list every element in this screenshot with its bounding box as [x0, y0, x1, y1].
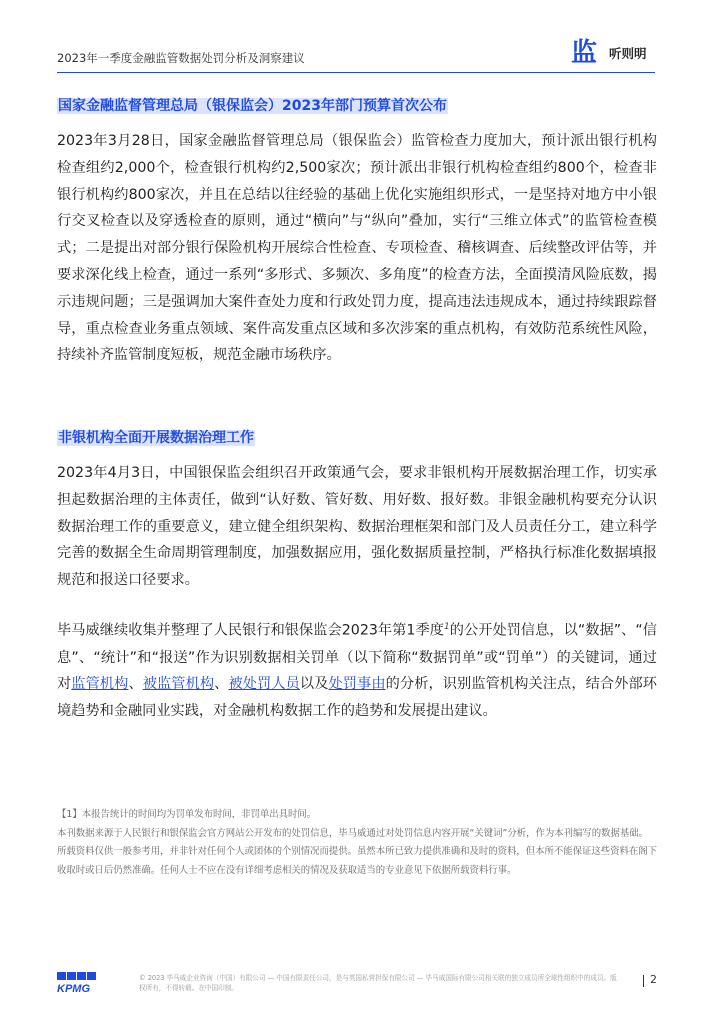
- link-penalized-persons[interactable]: 被处罚人员: [228, 676, 300, 693]
- footnotes: [57, 806, 657, 880]
- page-number: 2: [650, 973, 657, 986]
- section-heading-data-governance: 非银机构全面开展数据治理工作: [58, 430, 254, 446]
- section-heading-budget: 国家金融监督管理总局（银保监会）2023年部门预算首次公布: [58, 98, 447, 114]
- brand-logo-icon: 监: [570, 38, 597, 68]
- summary-paragraph: 毕马威继续收集并整理了人民银行和银保监会2023年第1季度$^1$的公开处罚信息，以“数据”、“信息”、“统计”和“报送”作为识别数据相关罚单（以下简称“数据罚单”或“罚单”）的关键词，通过对监管机构、被监管机构、被处罚人员以及处罚事由的分析，识别监管机构关注点，结合外部环境趋势和金融同业实践，对金融机构数据工作的趋势和发展提出建议。: [57, 622, 657, 720]
- header-divider: [57, 72, 655, 73]
- svg-text:KPMG: KPMG: [57, 983, 90, 994]
- brand: [565, 38, 647, 68]
- link-regulators[interactable]: 监管机构: [71, 676, 129, 693]
- kpmg-logo-icon: [57, 972, 105, 994]
- brand-name: 听则明: [609, 46, 647, 61]
- footnote-data-source: 本刊数据来源于人民银行和银保监会官方网站公开发布的处罚信息，毕马威通过对处罚信息内容开展“关键词”分析，作为本刊编写的数据基础。: [57, 827, 648, 839]
- footnote-disclaimer: 所载资料仅供一般参考用，并非针对任何个人或团体的个别情况而提供。虽然本所已致力提供准确和及时的资料，但本所不能保证这些资料在阁下收取时或日后仍然准确。任何人士不应在没有详细考虑相关的情况及获取适当的专业意见下依据所载资料行事。: [57, 846, 658, 876]
- footnote-marker: 1: [443, 622, 450, 632]
- link-regulated-institutions[interactable]: 被监管机构: [142, 676, 215, 693]
- footnote-1: 【1】本报告统计的时间均为罚单发布时间，非罚单出具时间。: [57, 809, 317, 820]
- document-title: 2023年一季度金融监管数据处罚分析及洞察建议: [57, 51, 305, 65]
- section-paragraph-data-governance: 2023年4月3日，中国银保监会组织召开政策通气会，要求非银机构开展数据治理工作，切实承担起数据治理的主体责任，做到“认好数、管好数、用好数、报好数。非银金融机构要充分认识数据治理工作的重要意义，建立健全组织架构、数据治理框架和部门及人员责任分工，建立科学完善的数据全生命周期管理制度，加强数据应用，强化数据质量控制，严格执行标准化数据填报规范和报送口径要求。: [57, 465, 657, 589]
- section-paragraph-budget: 2023年3月28日，国家金融监督管理总局（银保监会）监管检查力度加大，预计派出银行机构检查组约2,000个，检查银行机构约2,500家次；预计派出非银行机构检查组约800个，检查非银行机构约800家次，并且在总结以往经验的基础上优化实施组织形式，一是坚持对地方中小银行交叉检查以及穿透检查的原则，通过“横向”与“纵向”叠加，实行“三维立体式”的监管检查模式；二是提出对部分银行保险机构开展综合性检查、专项检查、稽核调查、后续整改评估等，并要求深化线上检查，通过一系列“多形式、多频次、多角度”的检查方法，全面摸清风险底数，揭示违规问题；三是强调加大案件查处力度和行政处罚力度，提高违法违规成本，通过持续跟踪督导，重点检查业务重点领域、案件高发重点区域和多次涉案的重点机构，有效防范系统性风险，持续补齐监管制度短板，规范金融市场秩序。: [57, 133, 657, 364]
- link-penalty-reasons[interactable]: 处罚事由: [328, 676, 386, 693]
- copyright-text: © 2023 毕马威企业咨询（中国）有限公司 — 中国有限责任公司，是与英国私营担保有限公司 — 毕马威国际有限公司相关联的独立成员所全球性组织中的成员。版权所有，不得转载。在中国印制。: [139, 974, 617, 992]
